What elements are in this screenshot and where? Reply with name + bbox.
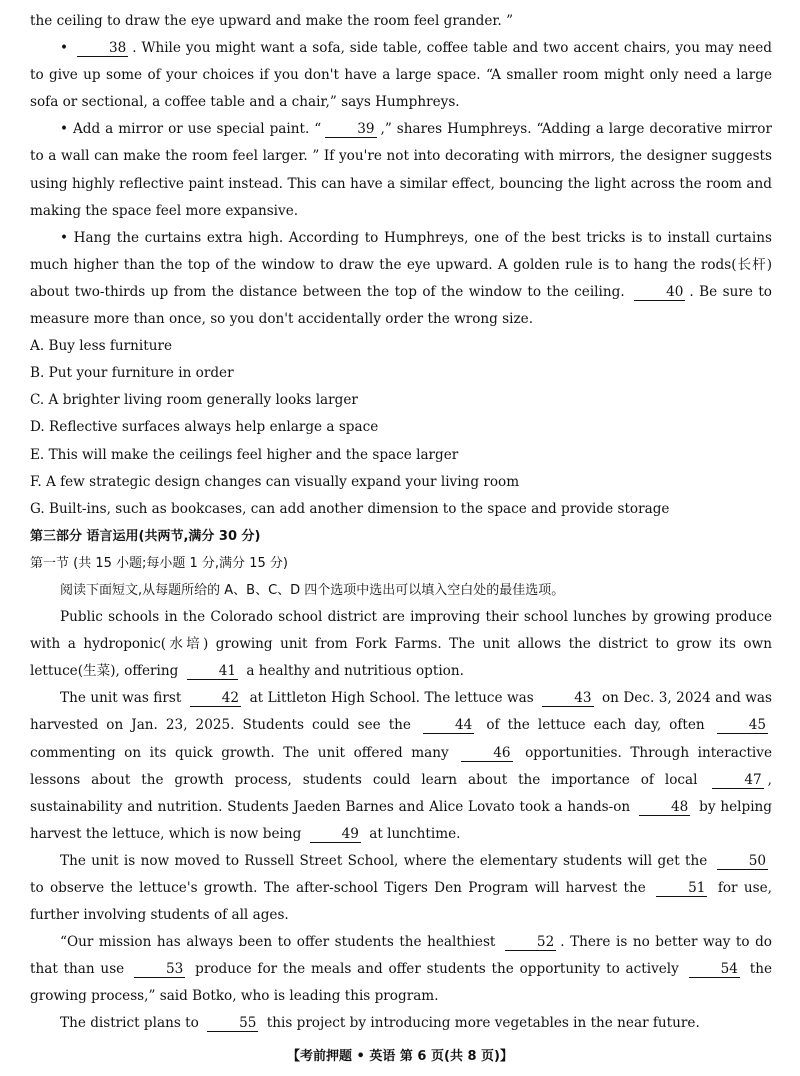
blank-43: 43 [542,691,593,707]
p2-f: opportunities. Through interactive lessons about the growth process, students could learn about the importance of local [30,744,772,788]
blank-55: 55 [207,1016,258,1032]
p2-e: commenting on its quick growth. The unit offered many [30,744,449,761]
passage-a-para-38 [30,35,772,116]
passage-b-para-2 [30,685,772,848]
p4-d: the growing process,” said Botko, who is leading this program. [30,961,773,1005]
blank-46: 46 [461,746,512,762]
blank-52: 52 [505,935,556,951]
option-d: D. Reflective surfaces always help enlarge a space [30,419,379,436]
p3-c: for use, further involving students of all ages. [30,880,772,924]
option-b: B. Put your furniture in order [30,365,234,382]
para-39-text: ,” shares Humphreys. “Adding a large decorative mirror to a wall can make the room feel larger. ” If you're not into decorating with mirrors, the designer suggests using highly reflective paint instead. This can have a similar effect, bouncing the light across the room and making the space feel more expansive. [30,121,772,219]
option-c: C. A brighter living room generally looks larger [30,392,358,409]
passage-b-para-3 [30,848,772,929]
p2-i: at lunchtime. [369,825,461,842]
passage-b-para-4 [30,929,772,1010]
p4-c: produce for the meals and offer students the opportunity to actively [195,961,679,978]
blank-41: 41 [187,664,238,680]
blank-39: 39 [325,122,376,138]
page-footer: 【考前押题 • 英语 第 6 页(共 8 页)】 [287,1049,513,1064]
option-e: E. This will make the ceilings feel higher and the space larger [30,446,459,463]
blank-45: 45 [717,718,768,734]
section3-subtitle: 第一节 (共 15 小题;每小题 1 分,满分 15 分) [30,555,288,571]
passage-a-para-39 [30,116,772,224]
blank-48: 48 [639,800,690,816]
blank-42: 42 [190,691,241,707]
p2-c: on Dec. 3, 2024 and was harvested on Jan. 23, 2025. Students could see the [30,690,772,734]
p2-b: at Littleton High School. The lettuce was [249,690,534,707]
passage-a-line0: the ceiling to draw the eye upward and make the room feel grander. ” [30,13,514,29]
p1-a: Public schools in the Colorado school district are improving their school lunches by growing produce with a hydroponic(水培) growing unit from Fork Farms. The unit allows the district to grow its own lettuce(生菜), offering [30,609,772,680]
section3-instruction: 阅读下面短文,从每题所给的 A、B、C、D 四个选项中选出可以填入空白处的最佳选项。 [60,582,565,598]
p2-h: by helping harvest the lettuce, which is now being [30,798,772,842]
p2-g: , sustainability and nutrition. Students Jaeden Barnes and Alice Lovato took a hands-on [30,771,772,815]
para-40-text: . Be sure to measure more than once, so you don't accidentally order the wrong size. [30,283,772,328]
para-39-pre: • Add a mirror or use special paint. “ [60,121,322,138]
blank-40: 40 [634,285,685,301]
section3-title: 第三部分 语言运用(共两节,满分 30 分) [30,528,261,544]
blank-51: 51 [656,881,707,897]
passage-b-para-5 [30,1010,772,1037]
document-page [30,8,772,1038]
passage-b-para-1 [30,604,772,685]
p4-a: “Our mission has always been to offer students the healthiest [60,934,496,951]
p1-b: a healthy and nutritious option. [246,663,464,680]
blank-44: 44 [423,718,474,734]
blank-47: 47 [712,773,763,789]
p3-b: to observe the lettuce's growth. The after-school Tigers Den Program will harvest the [30,880,646,896]
p4-b: . There is no better way to do that than use [30,934,772,978]
option-g: G. Built-ins, such as bookcases, can add another dimension to the space and provide storage [30,500,670,517]
p5-b: this project by introducing more vegetables in the near future. [266,1015,700,1032]
option-f: F. A few strategic design changes can visually expand your living room [30,473,520,490]
blank-38: 38 [77,41,128,57]
blank-49: 49 [310,827,361,843]
bullet: • [60,40,69,57]
p2-d: of the lettuce each day, often [486,717,705,734]
option-a: A. Buy less furniture [30,338,173,355]
blank-54: 54 [689,962,740,978]
passage-a-para-40 [30,225,772,333]
p3-a: The unit is now moved to Russell Street School, where the elementary students will get the [60,852,708,869]
para-40-pre: • Hang the curtains extra high. According to Humphreys, one of the best tricks is to install curtains much higher than the top of the window to draw the eye upward. A golden rule is to hang the rods(长杆) about two-thirds up from the distance between the top of the window to the ceiling. [30,229,772,300]
p2-a: The unit was first [60,690,182,707]
para-38-text: . While you might want a sofa, side table, coffee table and two accent chairs, you may need to give up some of your choices if you don't have a large space. “A smaller room might only need a large sofa or sectional, a coffee table and a chair,” says Humphreys. [30,40,772,111]
p5-a: The district plans to [60,1015,199,1032]
blank-53: 53 [134,962,185,978]
blank-50: 50 [717,854,768,870]
